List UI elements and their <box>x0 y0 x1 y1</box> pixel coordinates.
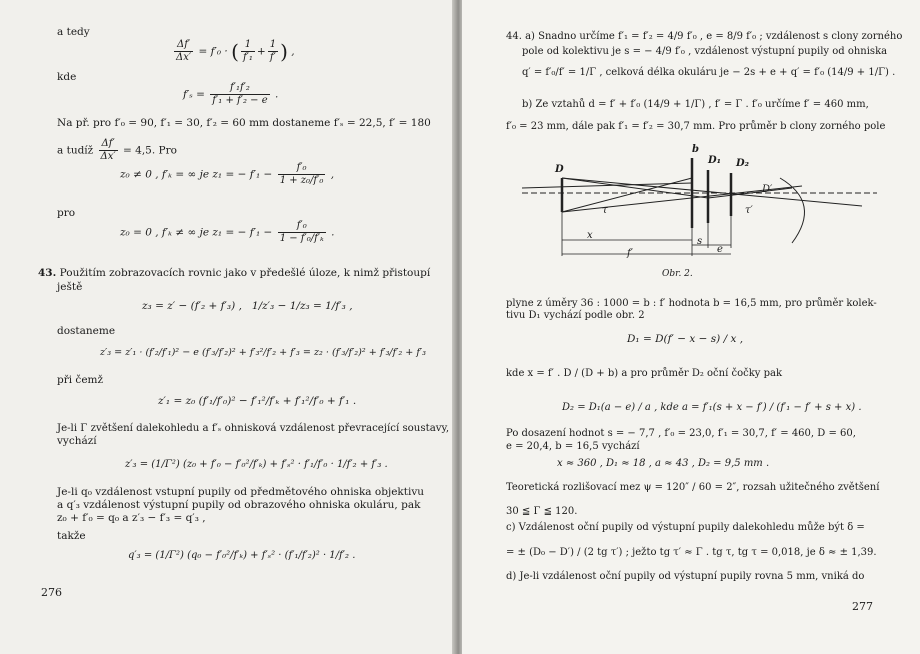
ray-1 <box>562 178 862 206</box>
fig-label-x: x <box>587 230 593 241</box>
left-page <box>0 0 455 654</box>
equation-2: f′ₛ = $\frac{\text{f′₁f′₂}}{\text{f′₁ + f′₂ − e}}$ . <box>183 82 279 106</box>
fig-label-D1: D₁ <box>708 155 722 166</box>
text-theoretical-1: Teoretická rozlišovací mez ψ = 120″ / 60 = 2″, rozsah užitečného zvětšení <box>506 482 880 493</box>
text-44a-line1: 44. a) Snadno určíme f′₁ = f′₂ = 4/9 f′₀ , e = 8/9 f′₀ ; vzdálenost s clony zorného <box>506 31 903 42</box>
equation-7: z′₁ = z₀ (f′₁/f′₀)² − f′₁²/f′ₖ + f′₁²/f′₀ + f′₁ . <box>158 395 357 407</box>
text-vychazi: vychází <box>57 435 97 447</box>
fig-label-tau-prime: τ′ <box>745 205 753 216</box>
page-number-right: 277 <box>852 600 873 613</box>
fig-label-f-prime: f′ <box>627 248 633 259</box>
text-44b-line2: f′₀ = 23 mm, dále pak f′₁ = f′₂ = 30,7 mm. Pro průměr b clony zorného pole <box>506 121 886 132</box>
equation-D1: D₁ = D(f′ − x − s) / x , <box>627 333 744 345</box>
text-kde: kde <box>57 71 77 83</box>
right-page <box>462 0 920 654</box>
problem-43: 43. Použitím zobrazovacích rovnic jako v předešlé úloze, k nimž přistoupí <box>38 267 431 279</box>
equation-3: z₀ ≠ 0 , f′ₖ = ∞ je z₁ = − f′₁ − $\frac{\text{f′₀}}{\text{1 + z₀/f′₀}}$ , <box>120 162 335 186</box>
text-44a-line2: pole od kolektivu je s = − 4/9 f′₀ , vzdálenost výstupní pupily od ohniska <box>522 46 888 57</box>
text-44b-line1: b) Ze vztahů d = f′ + f′₀ (14/9 + 1/Γ) , f′ = Γ . f′₀ určíme f′ = 460 mm, <box>522 99 869 110</box>
figure-caption: Obr. 2. <box>662 269 693 279</box>
fig-label-s: s <box>697 236 703 247</box>
text-po-dosazeni-2: e = 20,4, b = 16,5 vychází <box>506 441 640 452</box>
text-jeli-q0-2: a q′₃ vzdálenost výstupní pupily od obrazového ohniska okuláru, pak <box>57 499 421 511</box>
text-dostaneme: dostaneme <box>57 325 116 337</box>
text-example: Na př. pro f′₀ = 90, f′₁ = 30, f′₂ = 60 mm dostaneme f′ₛ = 22,5, f′ = 180 <box>57 117 431 129</box>
text-kde-x: kde x = f′ . D / (D + b) a pro průměr D₂ oční čočky pak <box>506 368 783 379</box>
text-pro: pro <box>57 207 76 219</box>
text-44a-line3: q′ = f′₀/f′ = 1/Γ , celková délka okuláru je − 2s + e + q′ = f′₀ (14/9 + 1/Γ) . <box>522 67 896 78</box>
text-after-fig-2: tivu D₁ vychází podle obr. 2 <box>506 310 645 321</box>
text-jeli-q0-1: Je-li q₀ vzdálenost vstupní pupily od předmětového ohniska objektivu <box>57 486 425 498</box>
equation-D2: D₂ = D₁(a − e) / a , kde a = f′₁(s + x − f′) / (f′₁ − f′ + s + x) . <box>562 402 862 413</box>
fig-label-b: b <box>692 144 699 155</box>
equation-9: q′₃ = (1/Γ²) (q₀ − f′₀²/f′ₖ) + f′ₛ² · (f′₁/f′₂)² · 1/f′₂ . <box>128 550 356 561</box>
equation-1: $\frac{\Delta f'}{\Delta x'}$ = f′₀ · ( $\frac{1}{\text{f′₁}}$ + $\frac{1}{f'}$ ) , <box>176 39 295 64</box>
text-jeli-q0-3: z₀ + f′₀ = q₀ a z′₃ − f′₃ = q′₃ , <box>57 512 206 524</box>
equation-8: z′₃ = (1/Γ²) (z₀ + f′₀ − f′₀²/f′ₖ) + f′ₛ² · f′₁/f′₀ · 1/f′₂ + f′₃ . <box>125 459 388 470</box>
fig-label-e: e <box>717 244 723 255</box>
fig-label-tau: τ <box>602 205 608 216</box>
ray-3 <box>562 178 708 198</box>
equation-results: x ≈ 360 , D₁ ≈ 18 , a ≈ 43 , D₂ = 9,5 mm . <box>557 458 770 469</box>
text-theoretical-2: 30 ≦ Γ ≦ 120. <box>506 506 578 517</box>
figure-ray-diagram <box>522 148 882 266</box>
text-d-1: d) Je-li vzdálenost oční pupily od výstupní pupily rovna 5 mm, vniká do <box>506 571 865 582</box>
text-takze: takže <box>57 530 86 542</box>
fig-label-D: D <box>555 164 564 175</box>
text-c-1: c) Vzdálenost oční pupily od výstupní pupily dalekohledu může být δ = <box>506 522 865 533</box>
text-a-tedy: a tedy <box>57 26 90 38</box>
text-c-2: = ± (D₀ − D′) / (2 tg τ′) ; ježto tg τ′ ≈ Γ . tg τ, tg τ = 0,018, je δ ≈ ± 1,39. <box>506 547 877 558</box>
fig-label-Dprime: D′ <box>762 184 773 195</box>
text-pri-cemz: při čemž <box>57 374 104 386</box>
text-jeli-gamma: Je-li Γ zvětšení dalekohledu a f′ₛ ohnisková vzdálenost převracející soustavy, <box>57 423 450 434</box>
equation-5: z₃ = z′ − (f′₂ + f′₃) , 1/z′₃ − 1/z₃ = 1/f′₃ , <box>142 300 353 312</box>
equation-4: z₀ = 0 , f′ₖ ≠ ∞ je z₁ = − f′₁ − $\frac{\text{f′₀}}{\text{1 − f′₀/f′ₖ}}$ . <box>120 220 335 244</box>
page-number-left: 276 <box>41 586 62 599</box>
text-after-fig-1: plyne z úměry 36 : 1000 = b : f′ hodnota b = 16,5 mm, pro průměr kolek- <box>506 298 877 309</box>
fig-label-D2: D₂ <box>736 158 750 169</box>
text-jeste: ještě <box>57 281 83 293</box>
text-a-tudiz: a tudíž $\frac{\Delta f'}{\Delta x'}$ = 4,5. Pro <box>57 138 177 162</box>
equation-6: z′₃ = z′₁ · (f′₂/f′₁)² − e (f′₃/f′₂)² + f′₃²/f′₂ + f′₃ = z₂ · (f′₃/f′₂)² + f′₃/f′₂ + f′₃ <box>100 347 426 358</box>
text-po-dosazeni-1: Po dosazení hodnot s = − 7,7 , f′₀ = 23,0, f′₁ = 30,7, f′ = 460, D = 60, <box>506 428 856 439</box>
